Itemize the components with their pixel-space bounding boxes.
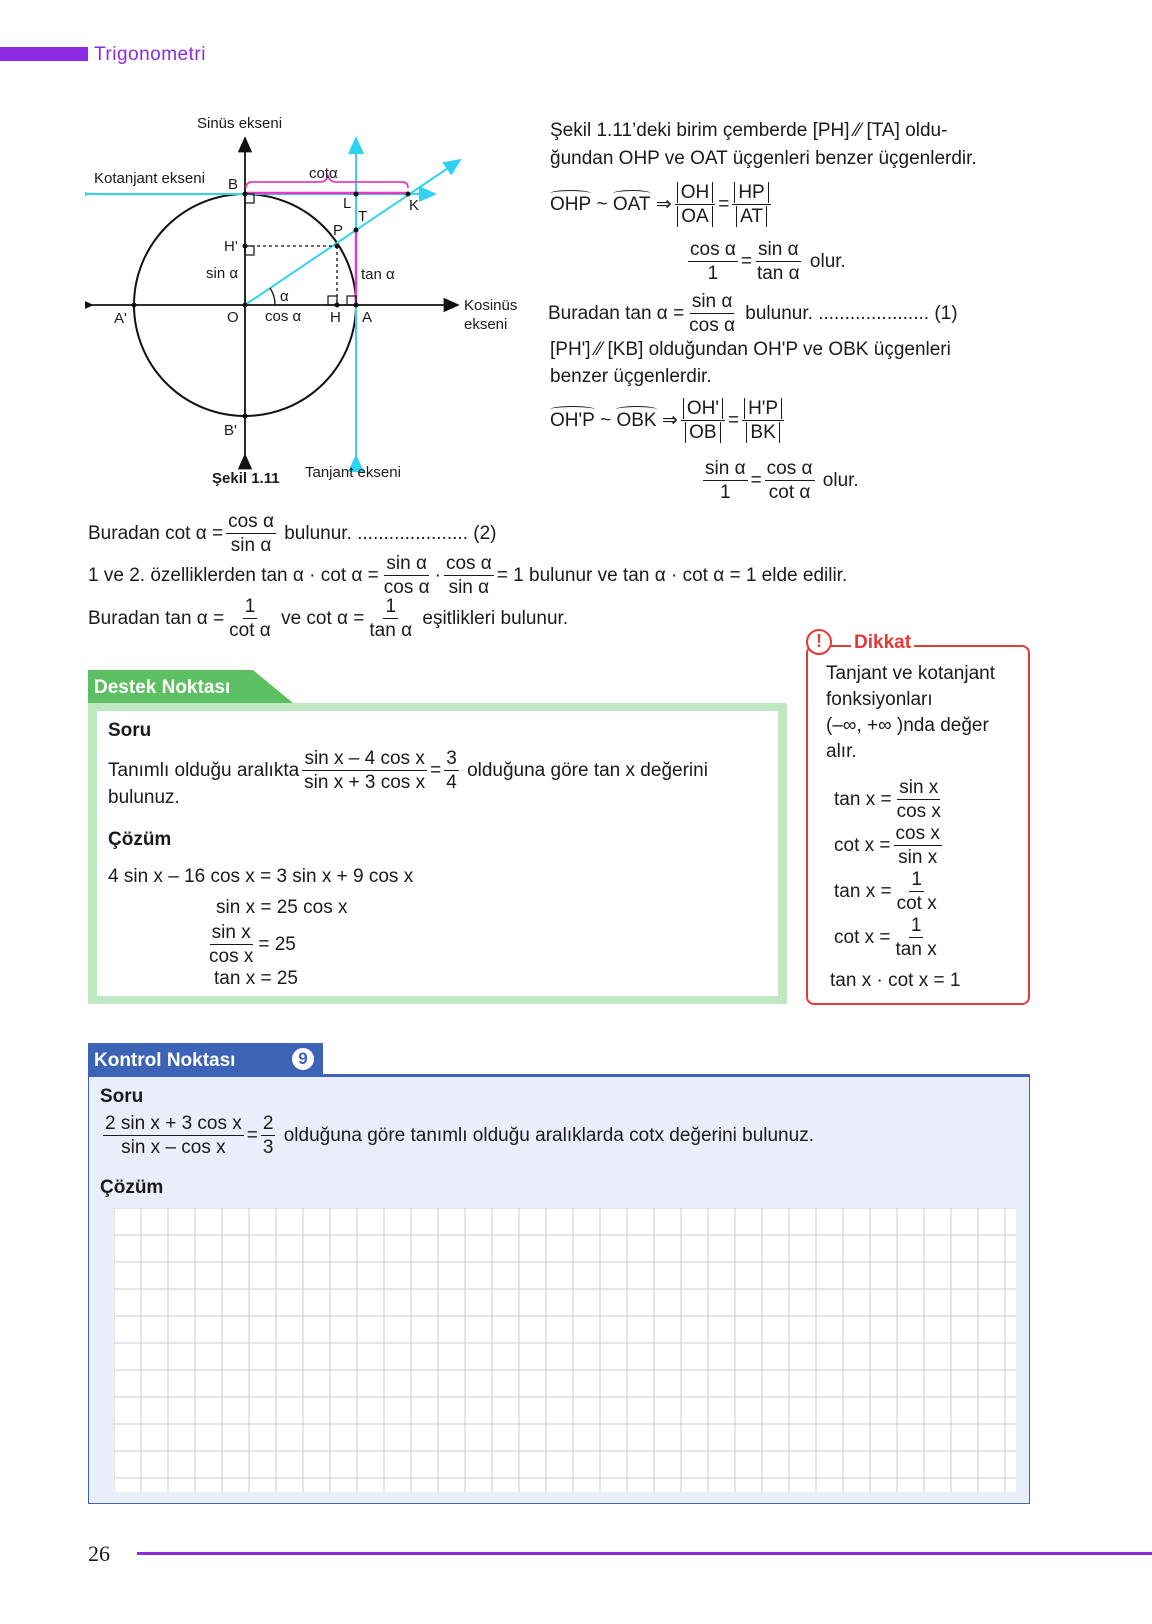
- dikkat-eq-1: tan x = $\frac{\text{sin x}}{\text{cos x}}$: [834, 777, 941, 822]
- warning-icon: !: [806, 629, 832, 655]
- kontrol-title: Kontrol Noktası: [94, 1050, 236, 1071]
- dikkat-title: Dikkat: [851, 632, 914, 654]
- dikkat-line-3: (–∞, +∞ )nda değer: [826, 715, 989, 736]
- tan-identity: Buradan tan α = $\frac{\text{sin α}}{\text{cos α}}$ bulunur. ..................... (1): [548, 291, 958, 336]
- triangle-OBK: OBK: [616, 410, 657, 431]
- destek-question-end: bulunuz.: [108, 787, 180, 808]
- point-B-prime: B': [224, 422, 237, 439]
- ratio-1: $\frac{\text{cos α}}{1}$ = $\frac{\text{sin α}}{\text{tan α}}$ olur.: [690, 239, 846, 284]
- destek-step-1: 4 sin x – 16 cos x = 3 sin x + 9 cos x: [108, 866, 414, 887]
- destek-step-4: tan x = 25: [214, 968, 298, 989]
- kontrol-number-badge: 9: [290, 1046, 316, 1072]
- similarity-2: OH'P ~ OBK ⇒ $\frac{OH'}{OB}$ = $\frac{H'P}{BK}$: [550, 399, 787, 442]
- section-title: Trigonometri: [94, 44, 206, 65]
- page-number: 26: [88, 1541, 110, 1566]
- cot-identity: Buradan cot α = $\frac{\text{cos α}}{\text{sin α}}$ bulunur. ..................... (2): [88, 511, 497, 556]
- similarity-1: OHP ~ OAT ⇒ $\frac{OH}{OA}$ = $\frac{HP}{AT}$: [550, 183, 774, 226]
- dikkat-eq-4: cot x = $\frac{1}{\text{tan x}}$: [834, 915, 937, 960]
- cotangent-axis-label: Kotanjant ekseni: [94, 170, 205, 187]
- dikkat-eq-5: tan x · cot x = 1: [830, 970, 961, 991]
- point-H: H: [330, 309, 341, 326]
- figure-caption: Şekil 1.11: [212, 470, 280, 487]
- product-identity: 1 ve 2. özelliklerden tan α · cot α = $\frac{\text{sin α}}{\text{cos α}}$ · $\frac{\text{cos α}}{\text{sin α}}$ = 1 bulunur ve tan α · cot α = 1 elde edilir.: [88, 553, 848, 598]
- tan-label: tan α: [361, 266, 395, 283]
- destek-cozum-label: Çözüm: [108, 829, 172, 850]
- destek-step-3: $\frac{\text{sin x}}{\text{cos x}}$ = 25: [209, 922, 296, 967]
- triangle-OHP: OHP: [550, 194, 592, 215]
- paragraph-1-line-2: ğundan OHP ve OAT üçgenleri benzer üçgenlerdir.: [550, 148, 977, 169]
- kontrol-soru-label: Soru: [100, 1086, 144, 1107]
- cot-label: cotα: [309, 165, 338, 182]
- cosine-axis-label-1: Kosinüs: [464, 297, 518, 314]
- alpha-label: α: [280, 288, 289, 305]
- tangent-axis-label: Tanjant ekseni: [305, 464, 401, 481]
- ratio-2: $\frac{\text{sin α}}{1}$ = $\frac{\text{cos α}}{\text{cot α}}$ olur.: [705, 458, 859, 503]
- destek-step-2: sin x = 25 cos x: [216, 897, 348, 918]
- point-B: B: [228, 176, 239, 193]
- destek-soru-label: Soru: [108, 720, 152, 741]
- point-O: O: [227, 309, 239, 326]
- sine-axis-label: Sinüs ekseni: [197, 115, 283, 132]
- sin-label: sin α: [206, 265, 239, 282]
- footer-line: [137, 1552, 1152, 1555]
- reciprocal-identities: Buradan tan α = $\frac{1}{\text{cot α}}$ ve cot α = $\frac{1}{\text{tan α}}$ eşitlikleri bulunur.: [88, 596, 569, 641]
- cosine-axis-label-2: ekseni: [464, 316, 508, 333]
- point-H-prime: H': [224, 238, 238, 255]
- paragraph-2-line-1: [PH'] ⁄⁄ [KB] olduğundan OH'P ve OBK üçgenleri: [550, 339, 951, 360]
- point-K: K: [409, 197, 420, 214]
- point-A-prime: A': [114, 310, 127, 327]
- kontrol-question: $\frac{\text{2 sin x + 3 cos x}}{\text{sin x – cos x}}$ = $\frac{2}{3}$ olduğuna göre tanımlı olduğu aralıklarda cotx değerini bulunuz.: [105, 1113, 814, 1158]
- point-P: P: [333, 222, 344, 239]
- paragraph-2-line-2: benzer üçgenlerdir.: [550, 366, 712, 387]
- triangle-OAT: OAT: [612, 194, 651, 215]
- cos-label: cos α: [265, 308, 302, 325]
- grid-lines: [114, 1208, 1016, 1492]
- destek-question: Tanımlı olduğu aralıkta $\frac{\text{sin x – 4 cos x}}{\text{sin x + 3 cos x}}$ = $\frac{3}{4}$ olduğuna göre tan x değerini: [108, 748, 708, 793]
- answer-grid[interactable]: [114, 1208, 1016, 1492]
- point-T: T: [358, 208, 368, 225]
- dikkat-eq-3: tan x = $\frac{1}{\text{cot x}}$: [834, 869, 937, 914]
- dikkat-line-2: fonksiyonları: [826, 689, 933, 710]
- triangle-OHpP: OH'P: [550, 410, 595, 431]
- point-L: L: [343, 195, 352, 212]
- dikkat-eq-2: cot x = $\frac{\text{cos x}}{\text{sin x}}$: [834, 823, 940, 868]
- kontrol-cozum-label: Çözüm: [100, 1177, 164, 1198]
- point-A: A: [362, 309, 373, 326]
- paragraph-1-line-1: Şekil 1.11’deki birim çemberde [PH] ⁄⁄ [TA] oldu-: [550, 120, 948, 141]
- dikkat-line-1: Tanjant ve kotanjant: [826, 663, 996, 684]
- destek-title: Destek Noktası: [94, 677, 231, 698]
- header-bar: [0, 47, 88, 61]
- dikkat-line-4: alır.: [826, 741, 857, 762]
